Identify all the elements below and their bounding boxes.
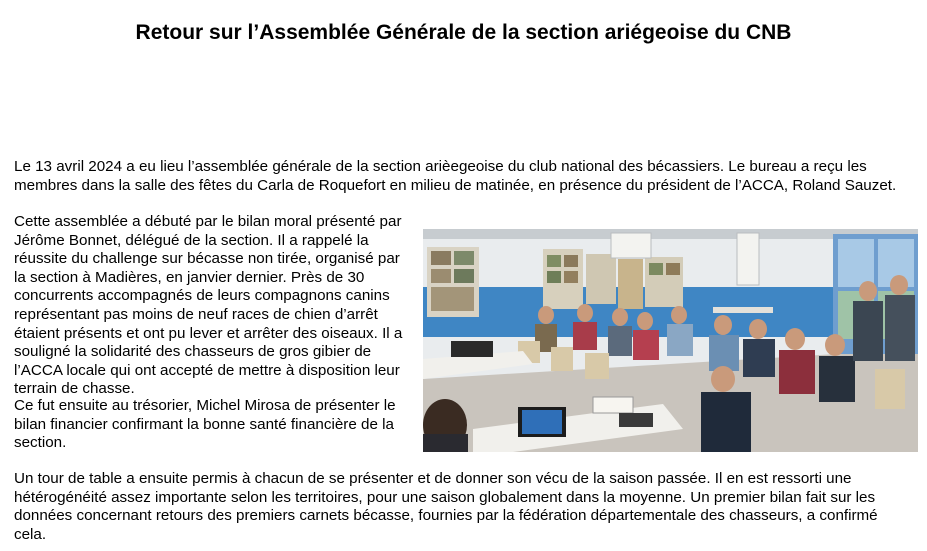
paragraph-moral-report: Cette assemblée a débuté par le bilan moral présenté par Jérôme Bonnet, délégué de la section. Il a rappelé la réussite du challenge sur bécasse non tirée, organisé par la section à Madières, en janvier dernier. Près de 30 concurrents accompagnés de leurs compagnons canins représentant pas moins de neuf races de chien d’arrêt étaient présents et ont pu lever et arrêter des oiseaux. Il a souligné la solidarité des chasseurs de gros gibier de l’ACCA locale qui ont accepté de mettre à disposition leur terrain de chasse. bbox=[14, 213, 403, 398]
paragraph-intro: Le 13 avril 2024 a eu lieu l’assemblée générale de la section arièegeoise du club national des bécassiers. Le bureau a reçu les membres dans la salle des fêtes du Carla de Roquefort en milieu de matinée, en présence du président de l’ACCA, Roland Sauzet. bbox=[14, 158, 897, 194]
page-title: Retour sur l’Assemblée Générale de la section ariégeoise du CNB bbox=[135, 21, 792, 44]
paragraph-treasurer-report: Ce fut ensuite au trésorier, Michel Mirosa de présenter le bilan financier confirmant la bonne santé financière de la section. bbox=[14, 397, 396, 452]
paragraph-round-table: Un tour de table a ensuite permis à chacun de se présenter et de donner son vécu de la saison passée. Il en est ressorti une hétérogénéité assez importante selon les territoires, pour une saison globalement dans la moyenne. Un premier bilan fait sur les données concernant retours des premiers carnets bécasse, fournies par la fédération départementale des chasseurs, a confirmé cela. bbox=[14, 470, 878, 543]
meeting-photo bbox=[423, 229, 918, 452]
